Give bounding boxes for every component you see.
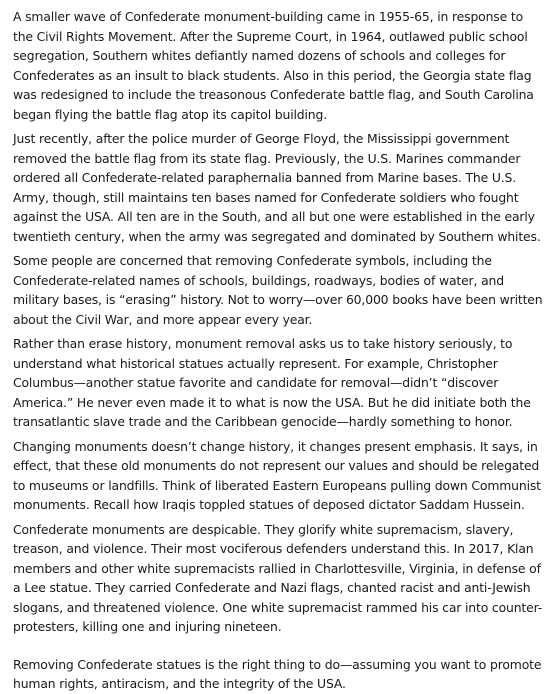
paragraph-conclusion: Removing Confederate statues is the right thing to do—assuming you want to promote human rights, antiracism, and the integrity of the USA. xyxy=(13,656,542,691)
paragraph-2: Just recently, after the police murder of George Floyd, the Mississippi government removed the battle flag from its state flag. Previously, the U.S. Marines commander ordered all Confederate-related paraphernalia banned from Marine bases. The U.S. Army, though, still maintains ten bases named for Confederate soldiers who fought against the USA. All ten are in the South, and all but one were established in the early twentieth century, when the army was segregated and dominated by Southern whites. xyxy=(13,131,541,244)
paragraph-6: Confederate monuments are despicable. They glorify white supremacism, slavery, treason, and violence. Their most vociferous defenders understand this. In 2017, Klan members and other white supremacists rallied in Charlottesville, Virginia, in defense of a Lee statue. They carried Confederate and Nazi flags, chanted racist and anti-Jewish slogans, and threatened violence. One white supremacist rammed his car into counter-protesters, killing one and injuring nineteen. xyxy=(13,521,543,634)
paragraph-4: Rather than erase history, monument removal asks us to take history seriously, to understand what historical statues actually represent. For example, Christopher Columbus—another statue favorite and candidate for removal—didn’t “discover America.” He never even made it to what is now the USA. But he did initiate both the transatlantic slave trade and the Caribbean genocide—hardly something to honor. xyxy=(13,336,531,429)
paragraph-3: Some people are concerned that removing Confederate symbols, including the Confederate-related names of schools, buildings, roadways, bodies of water, and military bases, is “erasing” history. Not to worry—over 60,000 books have been written about the Civil War, and more appear every year. xyxy=(13,253,543,327)
paragraph-1: A smaller wave of Confederate monument-building came in 1955-65, in response to the Civil Rights Movement. After the Supreme Court, in 1964, outlawed public school segregation, Southern whites defiantly named dozens of schools and colleges for Confederates as an insult to black students. Also in this period, the Georgia state flag was redesigned to include the treasonous Confederate battle flag, and South Carolina began flying the battle flag atop its capitol building. xyxy=(13,9,534,122)
paragraph-5: Changing monuments doesn’t change history, it changes present emphasis. It says, in effect, that these old monuments do not represent our values and should be relegated to museums or landfills. Think of liberated Eastern Europeans pulling down Communist monuments. Recall how Iraqis toppled statues of deposed dictator Saddam Hussein. xyxy=(13,438,541,512)
